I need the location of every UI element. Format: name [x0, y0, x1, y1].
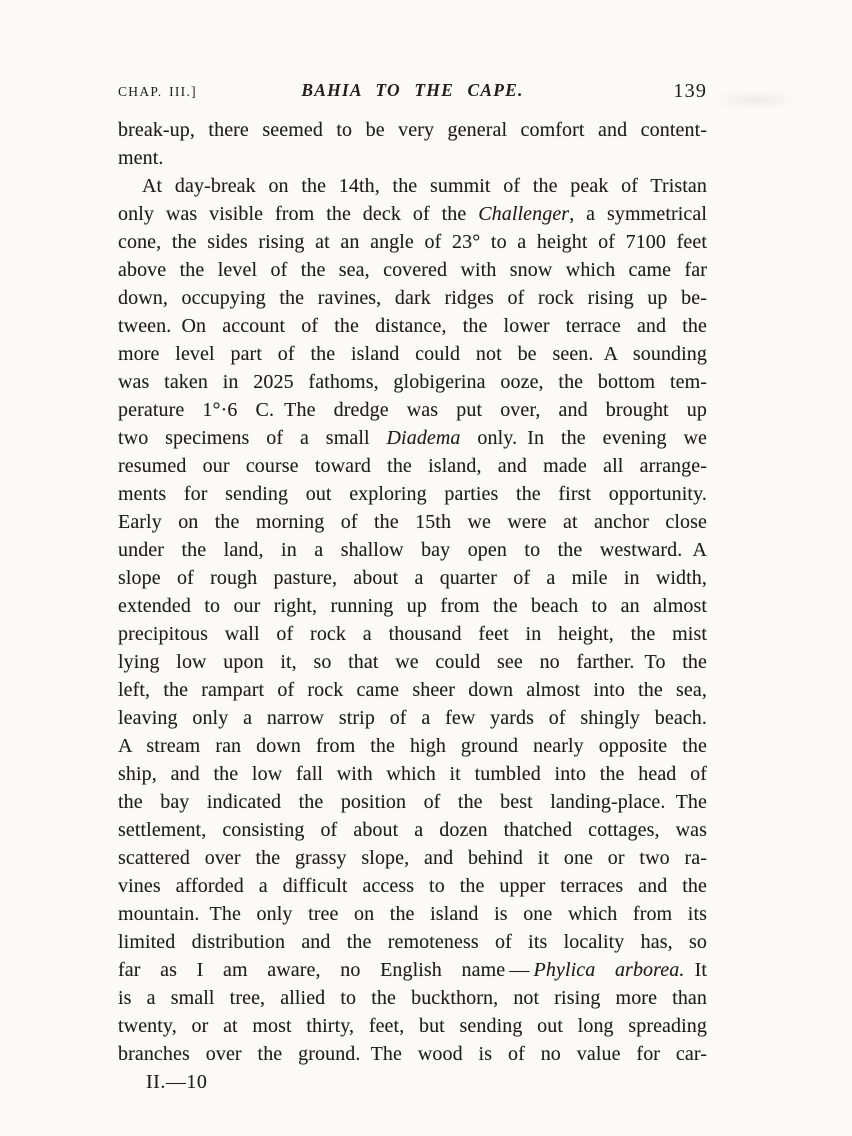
text-segment: was taken in 2025 fathoms, globigerina ooze, the bottom tem- [118, 371, 707, 393]
text-segment: down, occupying the ravines, dark ridges of rock rising up be- [118, 287, 707, 309]
text-segment: twenty, or at most thirty, feet, but sending out long spreading [118, 1015, 707, 1037]
text-segment: leaving only a narrow strip of a few yards of shingly beach. [118, 707, 707, 729]
page-header [118, 78, 707, 102]
species-name-italic: Challenger [478, 203, 570, 225]
species-name-italic: Diadema [386, 427, 461, 449]
text-line [118, 732, 707, 760]
text-segment: Early on the morning of the 15th we were at anchor close [118, 511, 707, 533]
text-segment: perature 1°·6 C. The dredge was put over, and brought up [118, 399, 707, 421]
text-line [118, 480, 707, 508]
text-segment: two specimens of a small [118, 427, 387, 449]
signature-mark: II.—10 [146, 1071, 208, 1093]
text-segment: extended to our right, running up from the beach to an almost [118, 595, 707, 617]
text-line [118, 452, 707, 480]
text-segment: break-up, there seemed to be very general comfort and content- [118, 119, 707, 141]
text-segment: only was visible from the deck of the [118, 203, 479, 225]
text-line [118, 340, 707, 368]
text-segment: tween. On account of the distance, the lower terrace and the [118, 315, 707, 337]
text-segment: ment. [118, 147, 164, 169]
species-name-italic: Phylica arborea. [533, 959, 685, 981]
text-line [118, 592, 707, 620]
text-line [118, 172, 707, 200]
body-text [118, 116, 707, 1068]
text-line [118, 788, 707, 816]
text-segment: left, the rampart of rock came sheer down almost into the sea, [118, 679, 707, 701]
text-segment: under the land, in a shallow bay open to the westward. A [118, 539, 707, 561]
text-line [118, 872, 707, 900]
text-segment: settlement, consisting of about a dozen thatched cottages, was [118, 819, 707, 841]
text-segment: ments for sending out exploring parties the first opportunity. [118, 483, 707, 505]
text-segment: At day-break on the 14th, the summit of the peak of Tristan [142, 175, 707, 197]
text-line [118, 704, 707, 732]
text-line [118, 228, 707, 256]
text-line [118, 844, 707, 872]
text-segment: vines afforded a difficult access to the upper terraces and the [118, 875, 707, 897]
text-segment: limited distribution and the remoteness of its locality has, so [118, 931, 707, 953]
text-line [118, 984, 707, 1012]
text-line [118, 200, 707, 228]
text-line [118, 312, 707, 340]
text-segment: , a symmetrical [569, 203, 707, 225]
text-segment: far as I am aware, no English name — [118, 959, 534, 981]
text-line [118, 116, 707, 144]
text-segment: above the level of the sea, covered with snow which came far [118, 259, 707, 281]
text-segment: A stream ran down from the high ground nearly opposite the [118, 735, 707, 757]
text-segment: lying low upon it, so that we could see no farther. To the [118, 651, 707, 673]
text-line [118, 424, 707, 452]
text-line [118, 760, 707, 788]
text-segment: precipitous wall of rock a thousand feet in height, the mist [118, 623, 707, 645]
text-segment: only. In the evening we [460, 427, 707, 449]
text-segment: resumed our course toward the island, and made all arrange- [118, 455, 707, 477]
text-segment: ship, and the low fall with which it tumbled into the head of [118, 763, 707, 785]
text-segment: branches over the ground. The wood is of no value for car- [118, 1043, 707, 1065]
text-line [118, 144, 707, 172]
text-line [118, 256, 707, 284]
text-line [118, 1012, 707, 1040]
chapter-label: CHAP. III.] [118, 84, 197, 99]
text-segment: cone, the sides rising at an angle of 23° to a height of 7100 feet [118, 231, 707, 253]
text-line [118, 928, 707, 956]
text-line [118, 816, 707, 844]
text-line [118, 956, 707, 984]
text-line [118, 620, 707, 648]
running-title: BAHIA TO THE CAPE. [301, 80, 524, 100]
text-line [118, 900, 707, 928]
text-line [118, 1040, 707, 1068]
text-line [118, 676, 707, 704]
text-segment: mountain. The only tree on the island is one which from its [118, 903, 707, 925]
text-line [118, 564, 707, 592]
text-segment: It [684, 959, 707, 981]
text-line [118, 648, 707, 676]
text-segment: is a small tree, allied to the buckthorn, not rising more than [118, 987, 707, 1009]
text-segment: scattered over the grassy slope, and behind it one or two ra- [118, 847, 707, 869]
text-segment: more level part of the island could not be seen. A sounding [118, 343, 707, 365]
text-line [118, 284, 707, 312]
text-line [118, 396, 707, 424]
text-segment: the bay indicated the position of the best landing-place. The [118, 791, 707, 813]
text-line [118, 508, 707, 536]
text-segment: slope of rough pasture, about a quarter of a mile in width, [118, 567, 707, 589]
text-line [118, 368, 707, 396]
page-number: 139 [673, 80, 707, 102]
text-line [118, 536, 707, 564]
